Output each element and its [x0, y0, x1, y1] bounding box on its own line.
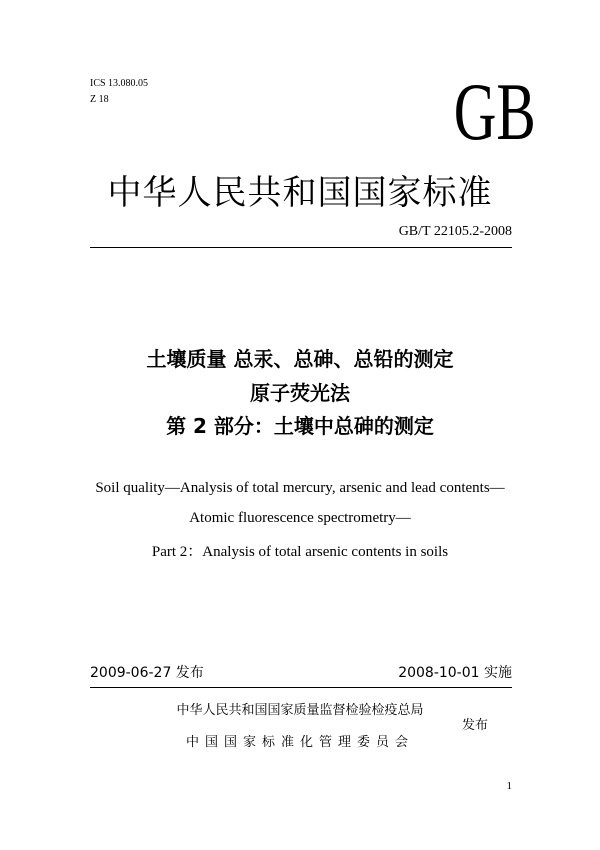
publish-label: 发布	[462, 718, 489, 733]
english-title-line-1: Soil quality—Analysis of total mercury, arsenic and lead contents—	[95, 480, 505, 496]
issue-date: 2009-06-27 发布	[90, 665, 204, 681]
gb-mark: GB	[453, 66, 536, 157]
national-standard-heading: 中华人民共和国国家标准	[107, 173, 493, 213]
issuer-aqsiq: 中华人民共和国国家质量监督检验检疫总局	[176, 703, 424, 718]
english-title-line-3: Part 2：Analysis of total arsenic contents in soils	[151, 544, 449, 560]
chinese-title-line-3: 第 2 部分：土壤中总砷的测定	[166, 414, 434, 438]
chinese-title-line-2: 原子荧光法	[250, 381, 350, 405]
classification-code: Z 18	[90, 94, 109, 105]
implementation-date: 2008-10-01 实施	[398, 665, 512, 681]
issuer-sac: 中国国家标准化管理委员会	[185, 735, 414, 750]
english-title-line-2: Atomic fluorescence spectrometry—	[189, 510, 411, 526]
bottom-divider	[90, 687, 512, 688]
top-divider	[90, 247, 512, 248]
ics-code: ICS 13.080.05	[90, 78, 149, 89]
standard-number: GB/T 22105.2-2008	[398, 224, 512, 239]
chinese-title-line-1: 土壤质量 总汞、总砷、总铅的测定	[146, 347, 454, 371]
page-number: 1	[506, 780, 512, 792]
